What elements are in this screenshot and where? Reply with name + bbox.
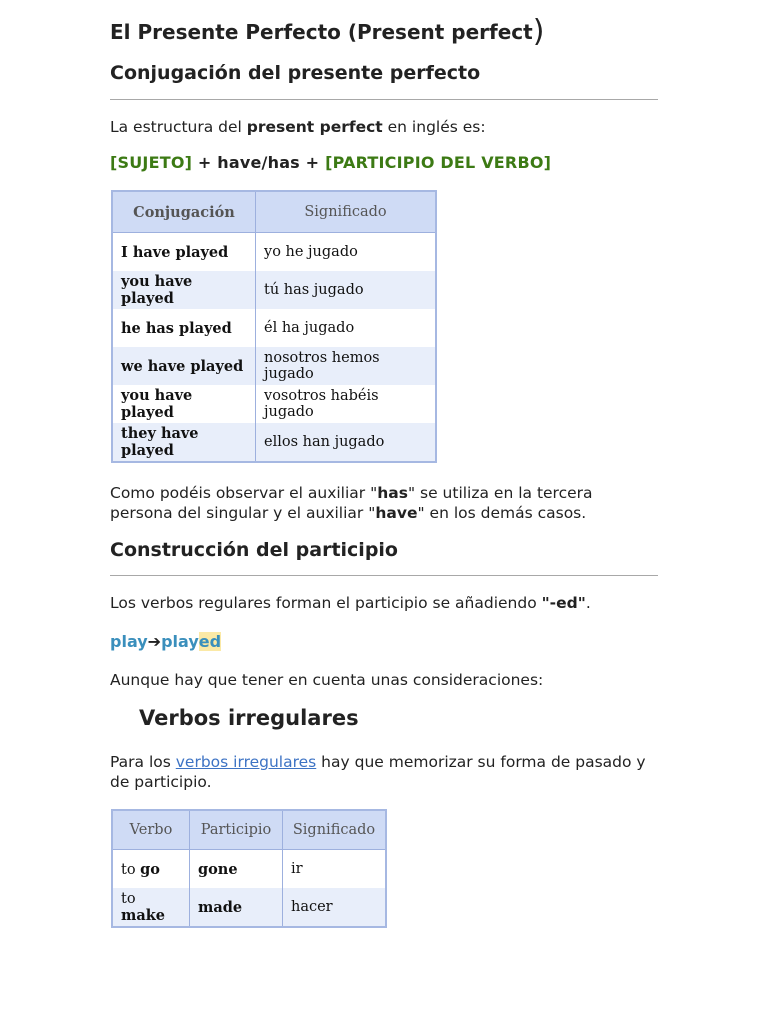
title-closing-paren: ): [532, 14, 545, 49]
example-stem: play: [161, 632, 199, 651]
note-text: Como podéis observar el auxiliar ": [110, 484, 378, 502]
table-row: [112, 233, 436, 272]
conjugation-cell: he has played: [112, 309, 256, 347]
irregular-text-end: hay que memorizar su forma de pasado y de participio.: [110, 753, 646, 791]
meaning-cell: hacer: [283, 888, 387, 927]
structure-intro: [110, 117, 486, 137]
column-header-meaning: Significado: [283, 810, 387, 850]
table-header-row: [112, 191, 436, 233]
column-header-meaning: Significado: [256, 191, 437, 233]
meaning-cell: ir: [283, 850, 387, 889]
meaning-cell: tú has jugado: [256, 271, 437, 309]
verb-word: make: [121, 906, 166, 924]
participle-cell: gone: [190, 850, 283, 889]
participle-cell: made: [190, 888, 283, 927]
irregular-verbs-link[interactable]: verbos irregulares: [175, 753, 317, 771]
page-title: [110, 14, 544, 49]
intro-text: La estructura del: [110, 118, 247, 136]
note-bold-have: have: [375, 503, 418, 522]
conjugation-cell: they have played: [112, 423, 256, 462]
table-row: [112, 423, 436, 462]
verb-prefix: to: [121, 861, 141, 878]
conjugation-cell: you have played: [112, 271, 256, 309]
page-title-text: El Presente Perfecto (Present perfect: [110, 20, 533, 44]
table-row: [112, 309, 436, 347]
irregular-verbs-text: [110, 752, 658, 792]
meaning-cell: yo he jugado: [256, 233, 437, 272]
example-base-verb: play: [110, 632, 148, 651]
meaning-cell: vosotros habéis jugado: [256, 385, 437, 423]
subheading-irregular-verbs: Verbos irregulares: [139, 706, 359, 730]
verb-cell: [112, 888, 190, 927]
section-heading-participle: Construcción del participio: [110, 539, 398, 561]
meaning-cell: nosotros hemos jugado: [256, 347, 437, 385]
table-row: [112, 888, 386, 927]
table-header-row: [112, 810, 386, 850]
considerations-text: Aunque hay que tener en cuenta unas consideraciones:: [110, 671, 544, 689]
intro-bold-term: present perfect: [246, 118, 383, 136]
verb-cell: [112, 850, 190, 889]
formula-participle: [PARTICIPIO DEL VERBO]: [325, 153, 552, 172]
structure-formula: [110, 153, 551, 172]
section-divider: [110, 575, 658, 576]
rule-suffix: "-ed": [541, 594, 586, 612]
intro-text-end: en inglés es:: [382, 118, 486, 136]
participle-example: [110, 632, 221, 651]
meaning-cell: ellos han jugado: [256, 423, 437, 462]
table-row: [112, 347, 436, 385]
rule-text: Los verbos regulares forman el participio se añadiendo: [110, 594, 542, 612]
conjugation-cell: you have played: [112, 385, 256, 423]
verb-word: go: [140, 860, 160, 878]
arrow-icon: ➔: [147, 632, 162, 651]
section-heading-conjugation: Conjugación del presente perfecto: [110, 62, 481, 84]
example-suffix-highlight: ed: [198, 632, 222, 651]
note-text: " en los demás casos.: [417, 503, 587, 522]
conjugation-cell: I have played: [112, 233, 256, 272]
rule-text-end: .: [585, 594, 591, 612]
regular-verbs-rule: [110, 593, 591, 613]
conjugation-table: [111, 190, 437, 463]
table-row: [112, 271, 436, 309]
irregular-verbs-table: [111, 809, 387, 928]
table-row: [112, 850, 386, 889]
column-header-verb: Verbo: [112, 810, 190, 850]
formula-auxiliary: + have/has +: [192, 153, 326, 172]
column-header-participle: Participio: [190, 810, 283, 850]
table-row: [112, 385, 436, 423]
column-header-conjugation: Conjugación: [112, 191, 256, 233]
verb-prefix: to: [121, 890, 136, 907]
meaning-cell: él ha jugado: [256, 309, 437, 347]
auxiliary-note: [110, 484, 658, 523]
note-text: " se utiliza en la tercera persona del singular y el auxiliar ": [110, 484, 593, 522]
formula-subject: [SUJETO]: [110, 153, 193, 172]
conjugation-cell: we have played: [112, 347, 256, 385]
irregular-text: Para los: [110, 753, 176, 771]
section-divider: [110, 99, 658, 100]
note-bold-has: has: [377, 484, 408, 502]
